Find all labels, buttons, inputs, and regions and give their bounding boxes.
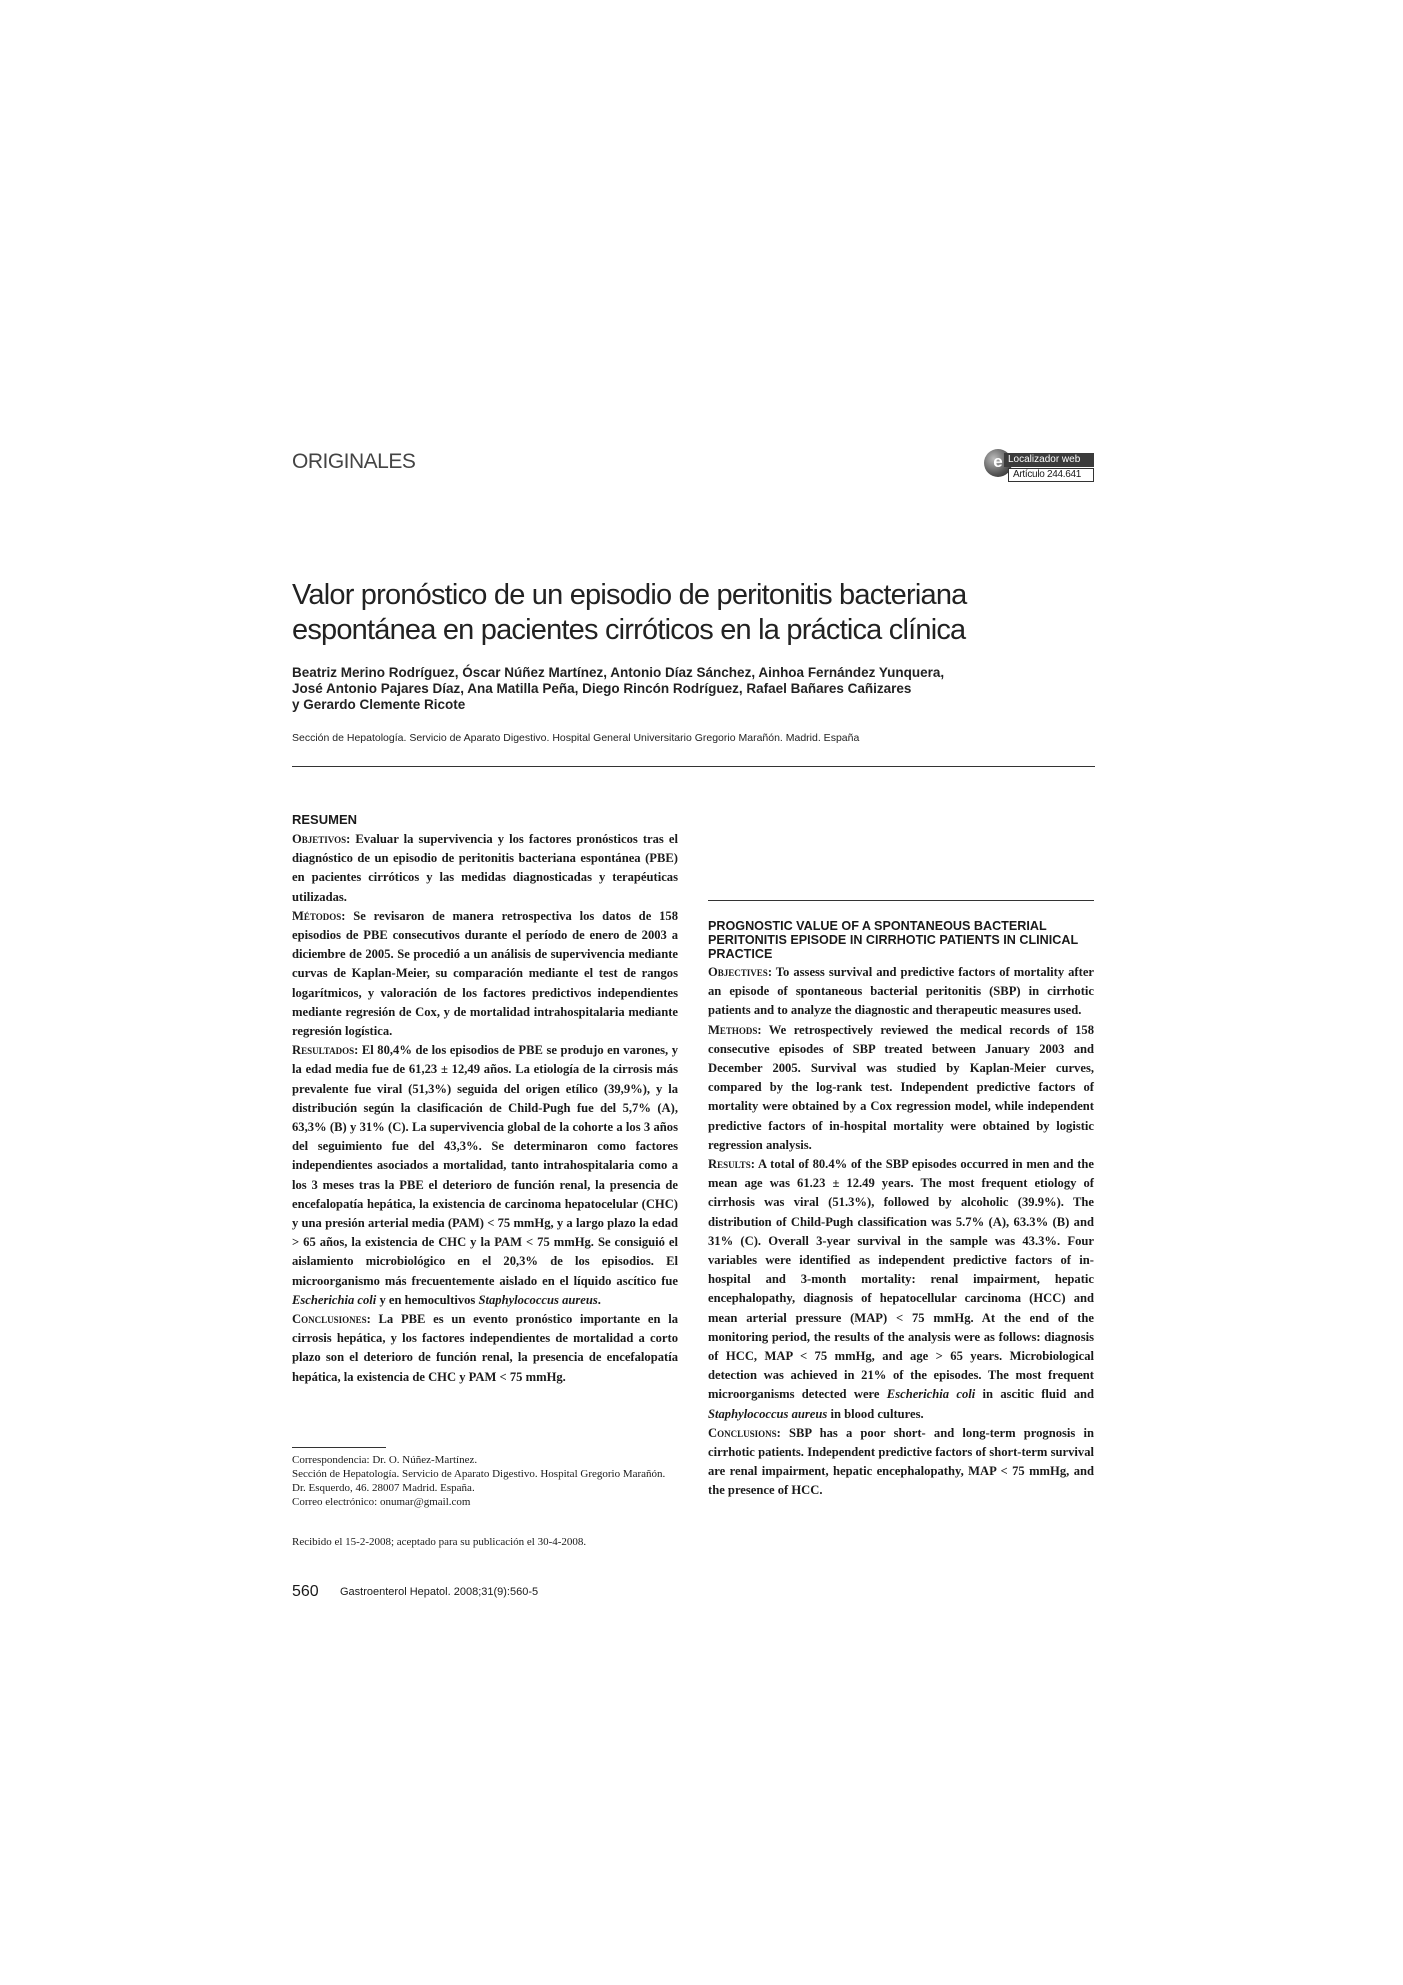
column-continuation-spacer xyxy=(708,812,1094,882)
results-label: Results: xyxy=(708,1157,755,1172)
resumen-resultados xyxy=(292,1041,678,1310)
web-locator-badge[interactable] xyxy=(984,447,1096,483)
page-number: 560 xyxy=(292,1583,319,1600)
footnote-divider xyxy=(292,1447,386,1448)
authors-line: y Gerardo Clemente Ricote xyxy=(292,697,466,712)
authors-line: Beatriz Merino Rodríguez, Óscar Núñez Martínez, Antonio Díaz Sánchez, Ainhoa Fernández Yunquera, xyxy=(292,665,945,680)
resumen-objetivos xyxy=(292,830,678,907)
abstract-results xyxy=(708,1155,1094,1424)
conclusiones-label: Conclusiones: xyxy=(292,1312,371,1327)
resumen-conclusiones xyxy=(292,1310,678,1387)
metodos-text: Se revisaron de manera retrospectiva los datos de 158 episodios de PBE consecutivos durante el período de enero de 2003 a diciembre de 2005. Se procedió a un análisis de supervivencia mediante curvas de Kaplan-Meier, su comparación mediante el test de rangos logarítmicos, y valoración de los factores predictivos independientes mediante regresión de Cox, y de mortalidad intrahospitalaria mediante regresión logística. xyxy=(292,908,678,1039)
resumen-heading: RESUMEN xyxy=(292,812,358,827)
resumen-column xyxy=(292,812,678,1387)
objectives-label: Objectives: xyxy=(708,965,773,979)
article-id: Artículo 244.641 xyxy=(1008,468,1094,482)
organism-name: Escherichia coli xyxy=(886,1387,976,1402)
abstract-column xyxy=(708,812,1094,1501)
results-end: in blood cultures. xyxy=(827,1406,924,1421)
resumen-metodos xyxy=(292,907,678,1041)
section-label: ORIGINALES xyxy=(292,450,416,473)
badge-label: Localizador web xyxy=(1004,453,1094,467)
organism-name: Staphylococcus aureus xyxy=(708,1406,828,1421)
resultados-end: . xyxy=(597,1292,601,1307)
footnote-line: Sección de Hepatología. Servicio de Aparato Digestivo. Hospital Gregorio Marañón. xyxy=(292,1468,666,1480)
abstract-heading: PROGNOSTIC VALUE OF A SPONTANEOUS BACTERIAL PERITONITIS EPISODE IN CIRRHOTIC PATIENTS IN CLINICAL PRACTICE xyxy=(708,919,1078,961)
email-line: Correo electrónico: onumar@gmail.com xyxy=(292,1496,471,1508)
abstract-methods xyxy=(708,1021,1094,1155)
objetivos-label: Objetivos: xyxy=(292,832,351,846)
metodos-label: Métodos: xyxy=(292,908,346,923)
journal-citation: Gastroenterol Hepatol. 2008;31(9):560-5 xyxy=(340,1586,539,1598)
methods-label: Methods: xyxy=(708,1022,762,1037)
organism-name: Staphylococcus aureus xyxy=(478,1292,598,1307)
resultados-mid: y en hemocultivos xyxy=(376,1292,479,1307)
correspondence-footnote xyxy=(292,1453,692,1509)
article-title: Valor pronóstico de un episodio de peritonitis bacteriana espontánea en pacientes cirróticos en la práctica clínica xyxy=(292,579,967,646)
header-divider xyxy=(292,766,1095,767)
globe-letter: e xyxy=(993,452,1003,471)
conclusiones-text: La PBE es un evento pronóstico importante en la cirrosis hepática, y los factores independientes de mortalidad a corto plazo son el deterioro de función renal, la presencia de encefalopatía hepática, la existencia de CHC y PAM < 75 mmHg. xyxy=(292,1312,678,1384)
abstract-conclusions xyxy=(708,1424,1094,1501)
abstract-objectives xyxy=(708,963,1094,1021)
received-dates: Recibido el 15-2-2008; aceptado para su publicación el 30-4-2008. xyxy=(292,1536,587,1548)
results-text: A total of 80.4% of the SBP episodes occurred in men and the mean age was 61.23 ± 12.49 years. The most frequent etiology of cirrhosis was viral (51.3%), followed by alcoholic (39.9%). The distribution of Child-Pugh classification was 5.7% (A), 63.3% (B) and 31% (C). Overall 3-year survival in the sample was 43.3%. Four variables were identified as independent predictive factors of in-hospital and 3-month mortality: renal impairment, hepatic encephalopathy, diagnosis of hepatocellular carcinoma (HCC) and mean arterial pressure (MAP) < 75 mmHg. At the end of the monitoring period, the results of the analysis were as follows: diagnosis of HCC, MAP < 75 mmHg, and age > 65 years. Microbiological detection was achieved in 21% of the episodes. The most frequent microorganisms detected were xyxy=(708,1157,1094,1402)
methods-text: We retrospectively reviewed the medical records of 158 consecutive episodes of SBP treated between January 2003 and December 2005. Survival was studied by Kaplan-Meier curves, compared by the log-rank test. Independent predictive factors of mortality were obtained by a Cox regression model, while independent predictive factors of in-hospital mortality were obtained by logistic regression analysis. xyxy=(708,1022,1094,1152)
organism-name: Escherichia coli xyxy=(292,1292,377,1307)
footnote-line: Correspondencia: Dr. O. Núñez-Martínez. xyxy=(292,1454,478,1466)
resultados-text: El 80,4% de los episodios de PBE se produjo en varones, y la edad media fue de 61,23 ± 12,49 años. La etiología de la cirrosis más prevalente fue viral (51,3%) seguida del origen etílico (39,9%), y la distribución según la clasificación de Child-Pugh fue del 5,7% (A), 63,3% (B) y 31% (C). La supervivencia global de la cohorte a los 3 años del seguimiento fue del 43,3%. Se determinaron como factores independientes asociados a mortalidad, tanto intrahospitalaria como a los 3 meses tras la PBE el deterioro de función renal, la presencia de encefalopatía hepática, la existencia de carcinoma hepatocelular (CHC) y una presión arterial media (PAM) < 75 mmHg, y a largo plazo la edad > 65 años, la existencia de CHC y la PAM < 75 mmHg. Se consiguió el aislamiento microbiológico en el 20,3% de los episodios. El microorganismo más frecuentemente aislado en el líquido ascítico fue xyxy=(292,1043,678,1288)
affiliation: Sección de Hepatología. Servicio de Aparato Digestivo. Hospital General Universitario Gregorio Marañón. Madrid. España xyxy=(292,732,860,744)
footnote-line: Dr. Esquerdo, 46. 28007 Madrid. España. xyxy=(292,1482,475,1494)
objectives-text: To assess survival and predictive factors of mortality after an episode of spontaneous bacterial peritonitis (SBP) in cirrhotic patients and to analyze the diagnostic and therapeutic measures used. xyxy=(708,965,1094,1018)
conclusions-text: SBP has a poor short- and long-term prognosis in cirrhotic patients. Independent predictive factors of short-term survival are renal impairment, hepatic encephalopathy, MAP < 75 mmHg, and the presence of HCC. xyxy=(708,1425,1094,1498)
results-mid: in ascitic fluid and xyxy=(975,1387,1094,1402)
authors-line: José Antonio Pajares Díaz, Ana Matilla Peña, Diego Rincón Rodríguez, Rafael Bañares Cañizares xyxy=(292,681,912,696)
conclusions-label: Conclusions: xyxy=(708,1425,781,1440)
resultados-label: Resultados: xyxy=(292,1043,359,1058)
authors xyxy=(292,665,1112,713)
abstract-divider xyxy=(708,900,1094,901)
objetivos-text: Evaluar la supervivencia y los factores pronósticos tras el diagnóstico de un episodio de peritonitis bacteriana espontánea (PBE) en pacientes cirróticos y las medidas diagnosticadas y terapéuticas utilizadas. xyxy=(292,832,678,904)
